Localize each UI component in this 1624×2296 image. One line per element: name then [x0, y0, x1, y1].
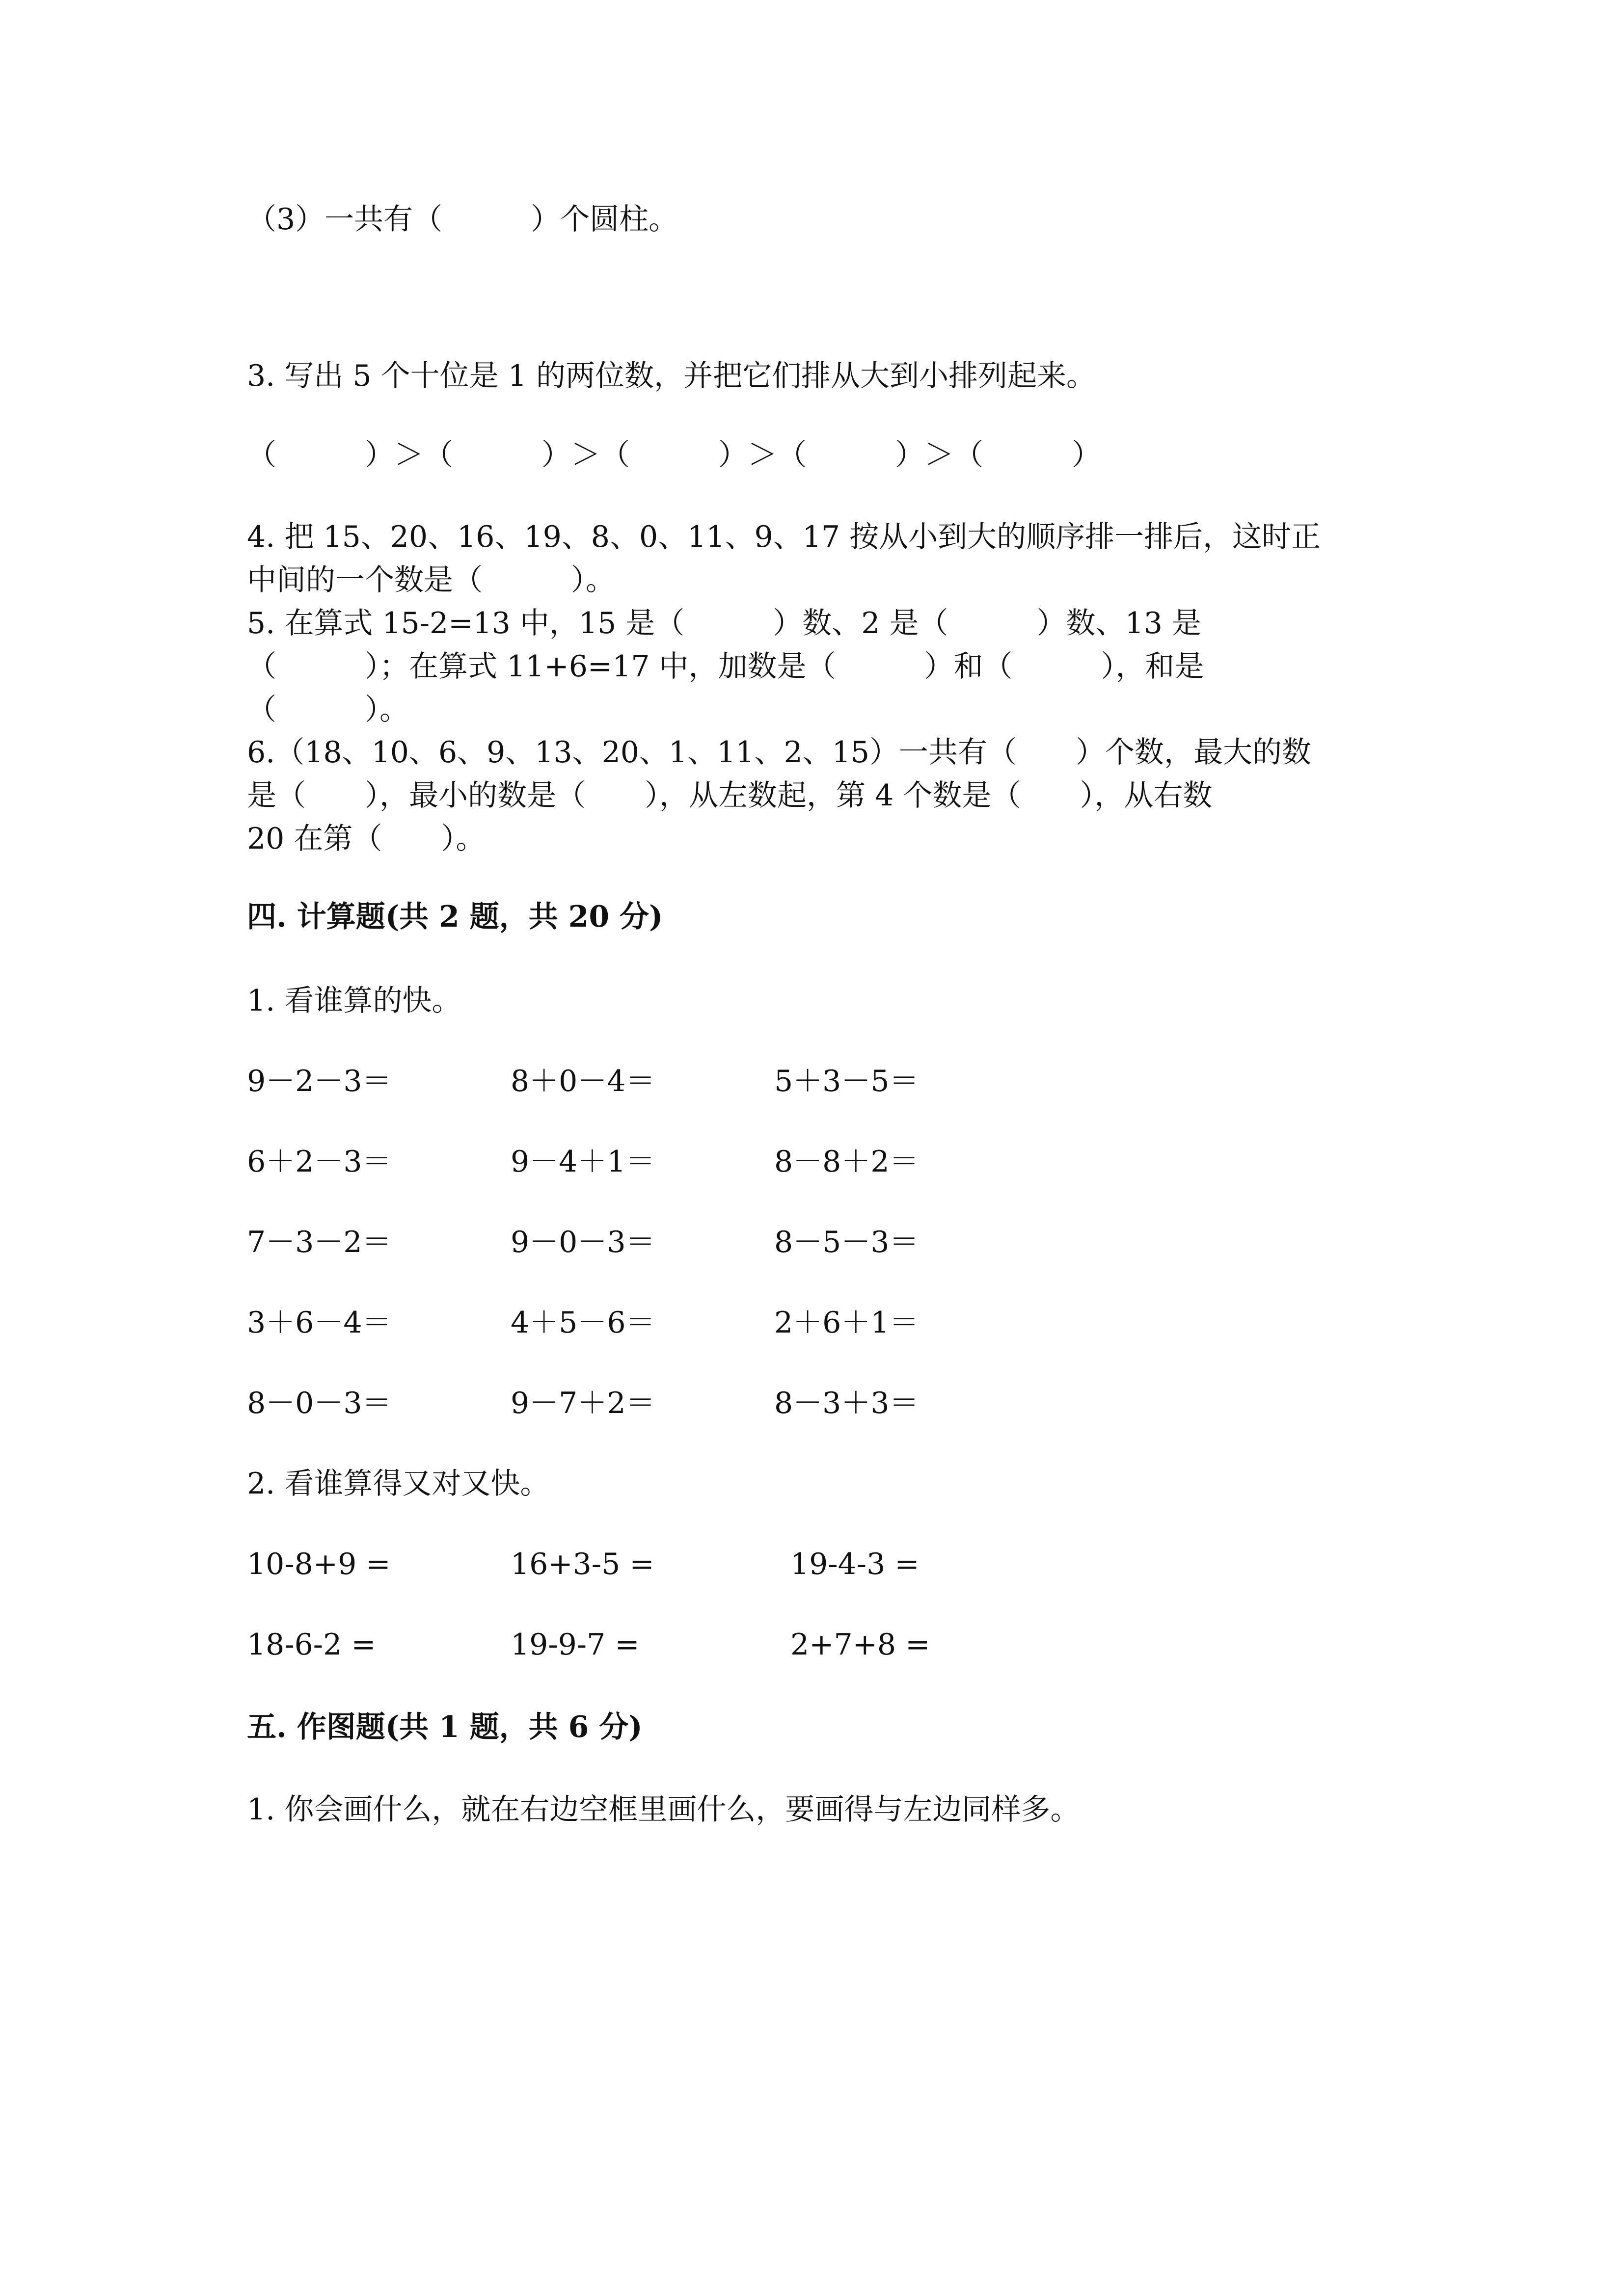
question-3-prompt: 3. 写出 5 个十位是 1 的两位数，并把它们排从大到小排列起来。	[247, 359, 1096, 393]
calc-item: 2+7+8 =	[790, 1628, 930, 1662]
question-6-line-1: 6.（18、10、6、9、13、20、1、11、2、15）一共有（ ）个数，最大的数	[247, 735, 1312, 770]
calc-item: 16+3-5 =	[511, 1547, 654, 1581]
calc-item: 9－4＋1＝	[511, 1145, 655, 1179]
calc-item: 9－0－3＝	[511, 1225, 655, 1259]
calc-item: 3＋6－4＝	[247, 1306, 392, 1340]
question-6-line-3: 20 在第（ ）。	[247, 822, 486, 856]
question-4-line-2: 中间的一个数是（ ）。	[247, 563, 615, 597]
section-5-heading: 五. 作图题(共 1 题，共 6 分)	[247, 1710, 643, 1744]
calc-item: 18-6-2 =	[247, 1628, 376, 1662]
calc-item: 9－7＋2＝	[511, 1386, 655, 1420]
calc-item: 8＋0－4＝	[511, 1064, 655, 1098]
calc-item: 8－3＋3＝	[774, 1386, 919, 1420]
calc-item: 19-9-7 =	[511, 1628, 640, 1662]
calc-item: 7－3－2＝	[247, 1225, 392, 1259]
question-5-line-1: 5. 在算式 15-2=13 中，15 是（ ）数、2 是（ ）数、13 是	[247, 606, 1201, 641]
calc-question-2-prompt: 2. 看谁算得又对又快。	[247, 1467, 550, 1501]
question-3-answer-blanks: （ ）＞（ ）＞（ ）＞（ ）＞（ ）	[247, 438, 1101, 472]
calc-item: 8－0－3＝	[247, 1386, 392, 1420]
calc-item: 9－2－3＝	[247, 1064, 392, 1098]
calc-item: 5＋3－5＝	[774, 1064, 919, 1098]
calc-item: 10-8+9 =	[247, 1547, 391, 1581]
question-6-line-2: 是（ ），最小的数是（ ），从左数起，第 4 个数是（ ），从右数	[247, 778, 1213, 813]
section-4-heading: 四. 计算题(共 2 题，共 20 分)	[247, 900, 663, 934]
calc-item: 19-4-3 =	[790, 1547, 920, 1581]
drawing-question-1-prompt: 1. 你会画什么，就在右边空框里画什么，要画得与左边同样多。	[247, 1792, 1080, 1827]
question-5-line-2: （ ）；在算式 11+6=17 中，加数是（ ）和（ ），和是	[247, 649, 1204, 684]
calc-item: 4＋5－6＝	[511, 1306, 655, 1340]
question-5-line-3: （ ）。	[247, 693, 409, 727]
calc-question-1-prompt: 1. 看谁算的快。	[247, 984, 461, 1018]
question-2-part-3: （3）一共有（ ）个圆柱。	[247, 202, 678, 237]
calc-item: 2＋6＋1＝	[774, 1306, 919, 1340]
question-4-line-1: 4. 把 15、20、16、19、8、0、11、9、17 按从小到大的顺序排一排后，这时正	[247, 520, 1321, 554]
calc-item: 6＋2－3＝	[247, 1145, 392, 1179]
calc-item: 8－8＋2＝	[774, 1145, 919, 1179]
calc-item: 8－5－3＝	[774, 1225, 919, 1259]
